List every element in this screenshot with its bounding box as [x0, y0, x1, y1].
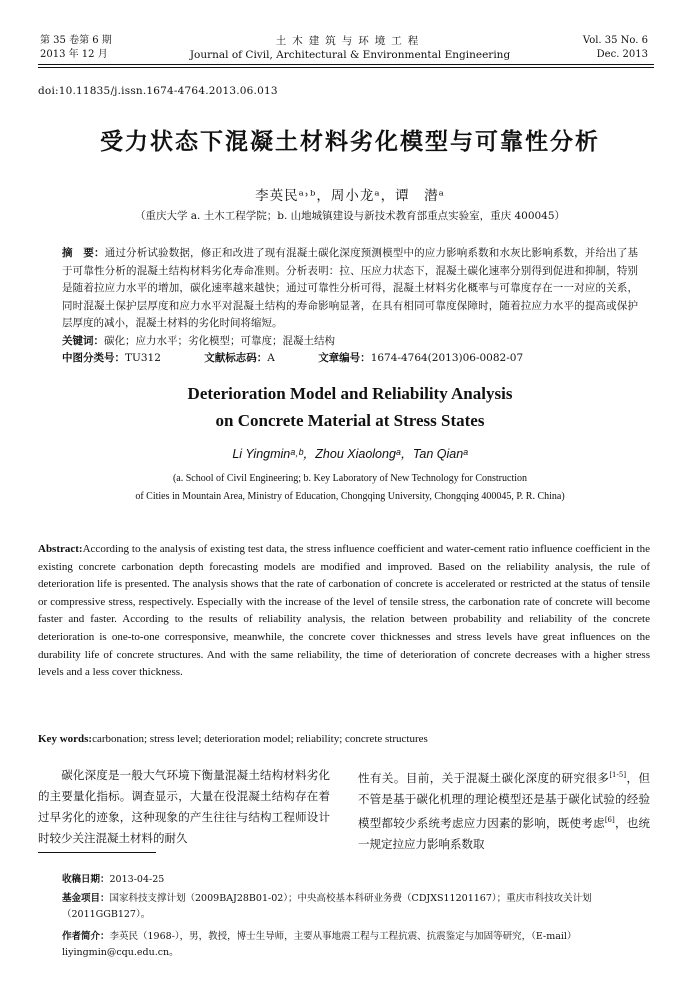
body-right-text-1: 性有关。目前，关于混凝土碳化深度的研究很多	[358, 770, 610, 785]
paper-title-en-line1: Deterioration Model and Reliability Analysis	[187, 384, 513, 403]
footnote-received: 收稿日期：2013-04-25	[62, 874, 165, 885]
paper-title-zh: 受力状态下混凝土材料劣化模型与可靠性分析	[100, 129, 600, 155]
footnote-fund: 基金项目：国家科技支撑计划（2009BAJ28B01-02）；中央高校基本科研业务费（CDJXS11201167）；重庆市科技攻关计划（2011GGB127）。	[62, 893, 592, 920]
clc-code: 中图分类号：TU312	[62, 352, 161, 364]
footnote-author-bio: 作者简介：李英民（1968-），男，教授，博士生导师，主要从事地震工程与工程抗震、抗震鉴定与加固等研究，（E-mail）liyingmin@cqu.edu.cn。	[62, 931, 577, 958]
article-number: 文章编号：1674-4764(2013)06-0082-07	[318, 352, 524, 364]
journal-name-zh: 土木建筑与环境工程	[275, 35, 425, 47]
keywords-zh	[62, 333, 638, 350]
keywords-en-text: carbonation; stress level; deterioration model; reliability; concrete structures	[92, 733, 428, 745]
paper-title-en	[0, 380, 700, 434]
abstract-en-text: According to the analysis of existing test data, the stress influence coefficient and water-cement ratio influence coefficient in the existing concrete carbonation depth forecasting models are modified and improved. Based on the reliability analysis, the rule of deterioration life is presented. The analysis shows that the rate of carbonation of concrete is accelerated or restricted at the status of tensile or compressive stress, respectively. Especially with the increase of the level of tensile stress, the carbonation rate of concrete will become faster and faster. According to the results of reliability analysis, the relation between probability and reliability of the concrete deterioration is one-to-one corresponsive, meanwhile, the concrete cover thicknesses and stress levels have great influences on the durability life of concrete structures. And with the same reliability, the time of deterioration of concrete decreases with a higher stress levels and a less cover thickness.	[38, 543, 650, 679]
body-column-left	[38, 765, 330, 849]
body-right-text-2: ，但不管是基于碳化机理的理论模型还是基于碳化试验的经验模型都较少系统考虑应力因素的影响，既使考虑	[358, 770, 650, 830]
abstract-zh-label: 摘 要：	[62, 247, 105, 259]
abstract-en-label: Abstract:	[38, 543, 83, 555]
journal-name-en: Journal of Civil, Architectural & Environmental Engineering	[189, 49, 511, 61]
header-volume-en	[583, 34, 648, 62]
volume-zh: 第 35 卷第 6 期	[40, 35, 112, 46]
header-rule-thin	[38, 67, 654, 68]
citation-ref-6[interactable]: [6]	[604, 815, 615, 824]
authors-en: Li Yingminᵃ˒ᵇ，Zhou Xiaolongᵃ，Tan Qianᵃ	[232, 447, 468, 461]
keywords-zh-label: 关键词：	[62, 335, 104, 347]
affiliation-en-line2: of Cities in Mountain Area, Ministry of Education, Chongqing University, Chongqing 400045, P. R. China)	[135, 491, 565, 502]
header-rule-thick	[38, 64, 654, 65]
date-zh: 2013 年 12 月	[40, 49, 108, 60]
authors-zh: 李英民ᵃ˒ᵇ，周小龙ᵃ，谭 潜ᵃ	[255, 188, 445, 204]
body-column-right	[358, 765, 650, 855]
date-en: Dec. 2013	[596, 49, 648, 60]
affiliation-zh: （重庆大学 a. 土木工程学院；b. 山地城镇建设与新技术教育部重点实验室，重庆 400045）	[134, 210, 566, 222]
abstract-zh	[62, 245, 638, 333]
body-right-text-3: ，也统一规定拉应力影响系数取	[358, 815, 651, 851]
affiliation-en	[0, 470, 700, 506]
doi[interactable]: doi:10.11835/j.issn.1674-4764.2013.06.013	[38, 85, 278, 97]
affiliation-en-line1: (a. School of Civil Engineering; b. Key Laboratory of New Technology for Construction	[172, 473, 528, 484]
abstract-zh-text: 通过分析试验数据，修正和改进了现有混凝土碳化深度预测模型中的应力影响系数和水灰比影响系数，并给出了基于可靠性分析的混凝土结构材料劣化寿命准则。分析表明：拉、压应力状态下，混凝土碳化速率分别得到促进和抑制，特别是随着拉应力水平的增加，碳化速率越来越快；通过可靠性分析可得，混凝土材料劣化概率与可靠度存在一一对应的关系，同时混凝土保护层厚度和应力水平对混凝土结构的寿命影响显著，在具有相同可靠度保障时，随着拉应力水平的提高或保护层厚度的减小，混凝土材料的劣化时间将缩短。	[62, 247, 639, 330]
volume-en: Vol. 35 No. 6	[582, 35, 648, 46]
citation-ref-1-5[interactable]: [1-5]	[609, 771, 627, 779]
classification-zh	[62, 350, 638, 367]
abstract-en	[38, 541, 650, 682]
document-code: 文献标志码：A	[204, 352, 275, 364]
keywords-en-label: Key words:	[38, 733, 93, 745]
paper-title-en-line2: on Concrete Material at Stress States	[215, 411, 485, 430]
keywords-en	[38, 733, 650, 745]
footnote-rule	[38, 852, 156, 853]
body-left-text: 碳化深度是一般大气环境下衡量混凝土结构材料劣化的主要量化指标。调查显示，大量在役混凝土结构存在着过早劣化的迹象，这种现象的产生往往与结构工程师设计时较少关注混凝土材料的耐久	[38, 768, 330, 845]
keywords-zh-text: 碳化；应力水平；劣化模型；可靠度；混凝土结构	[104, 335, 335, 347]
